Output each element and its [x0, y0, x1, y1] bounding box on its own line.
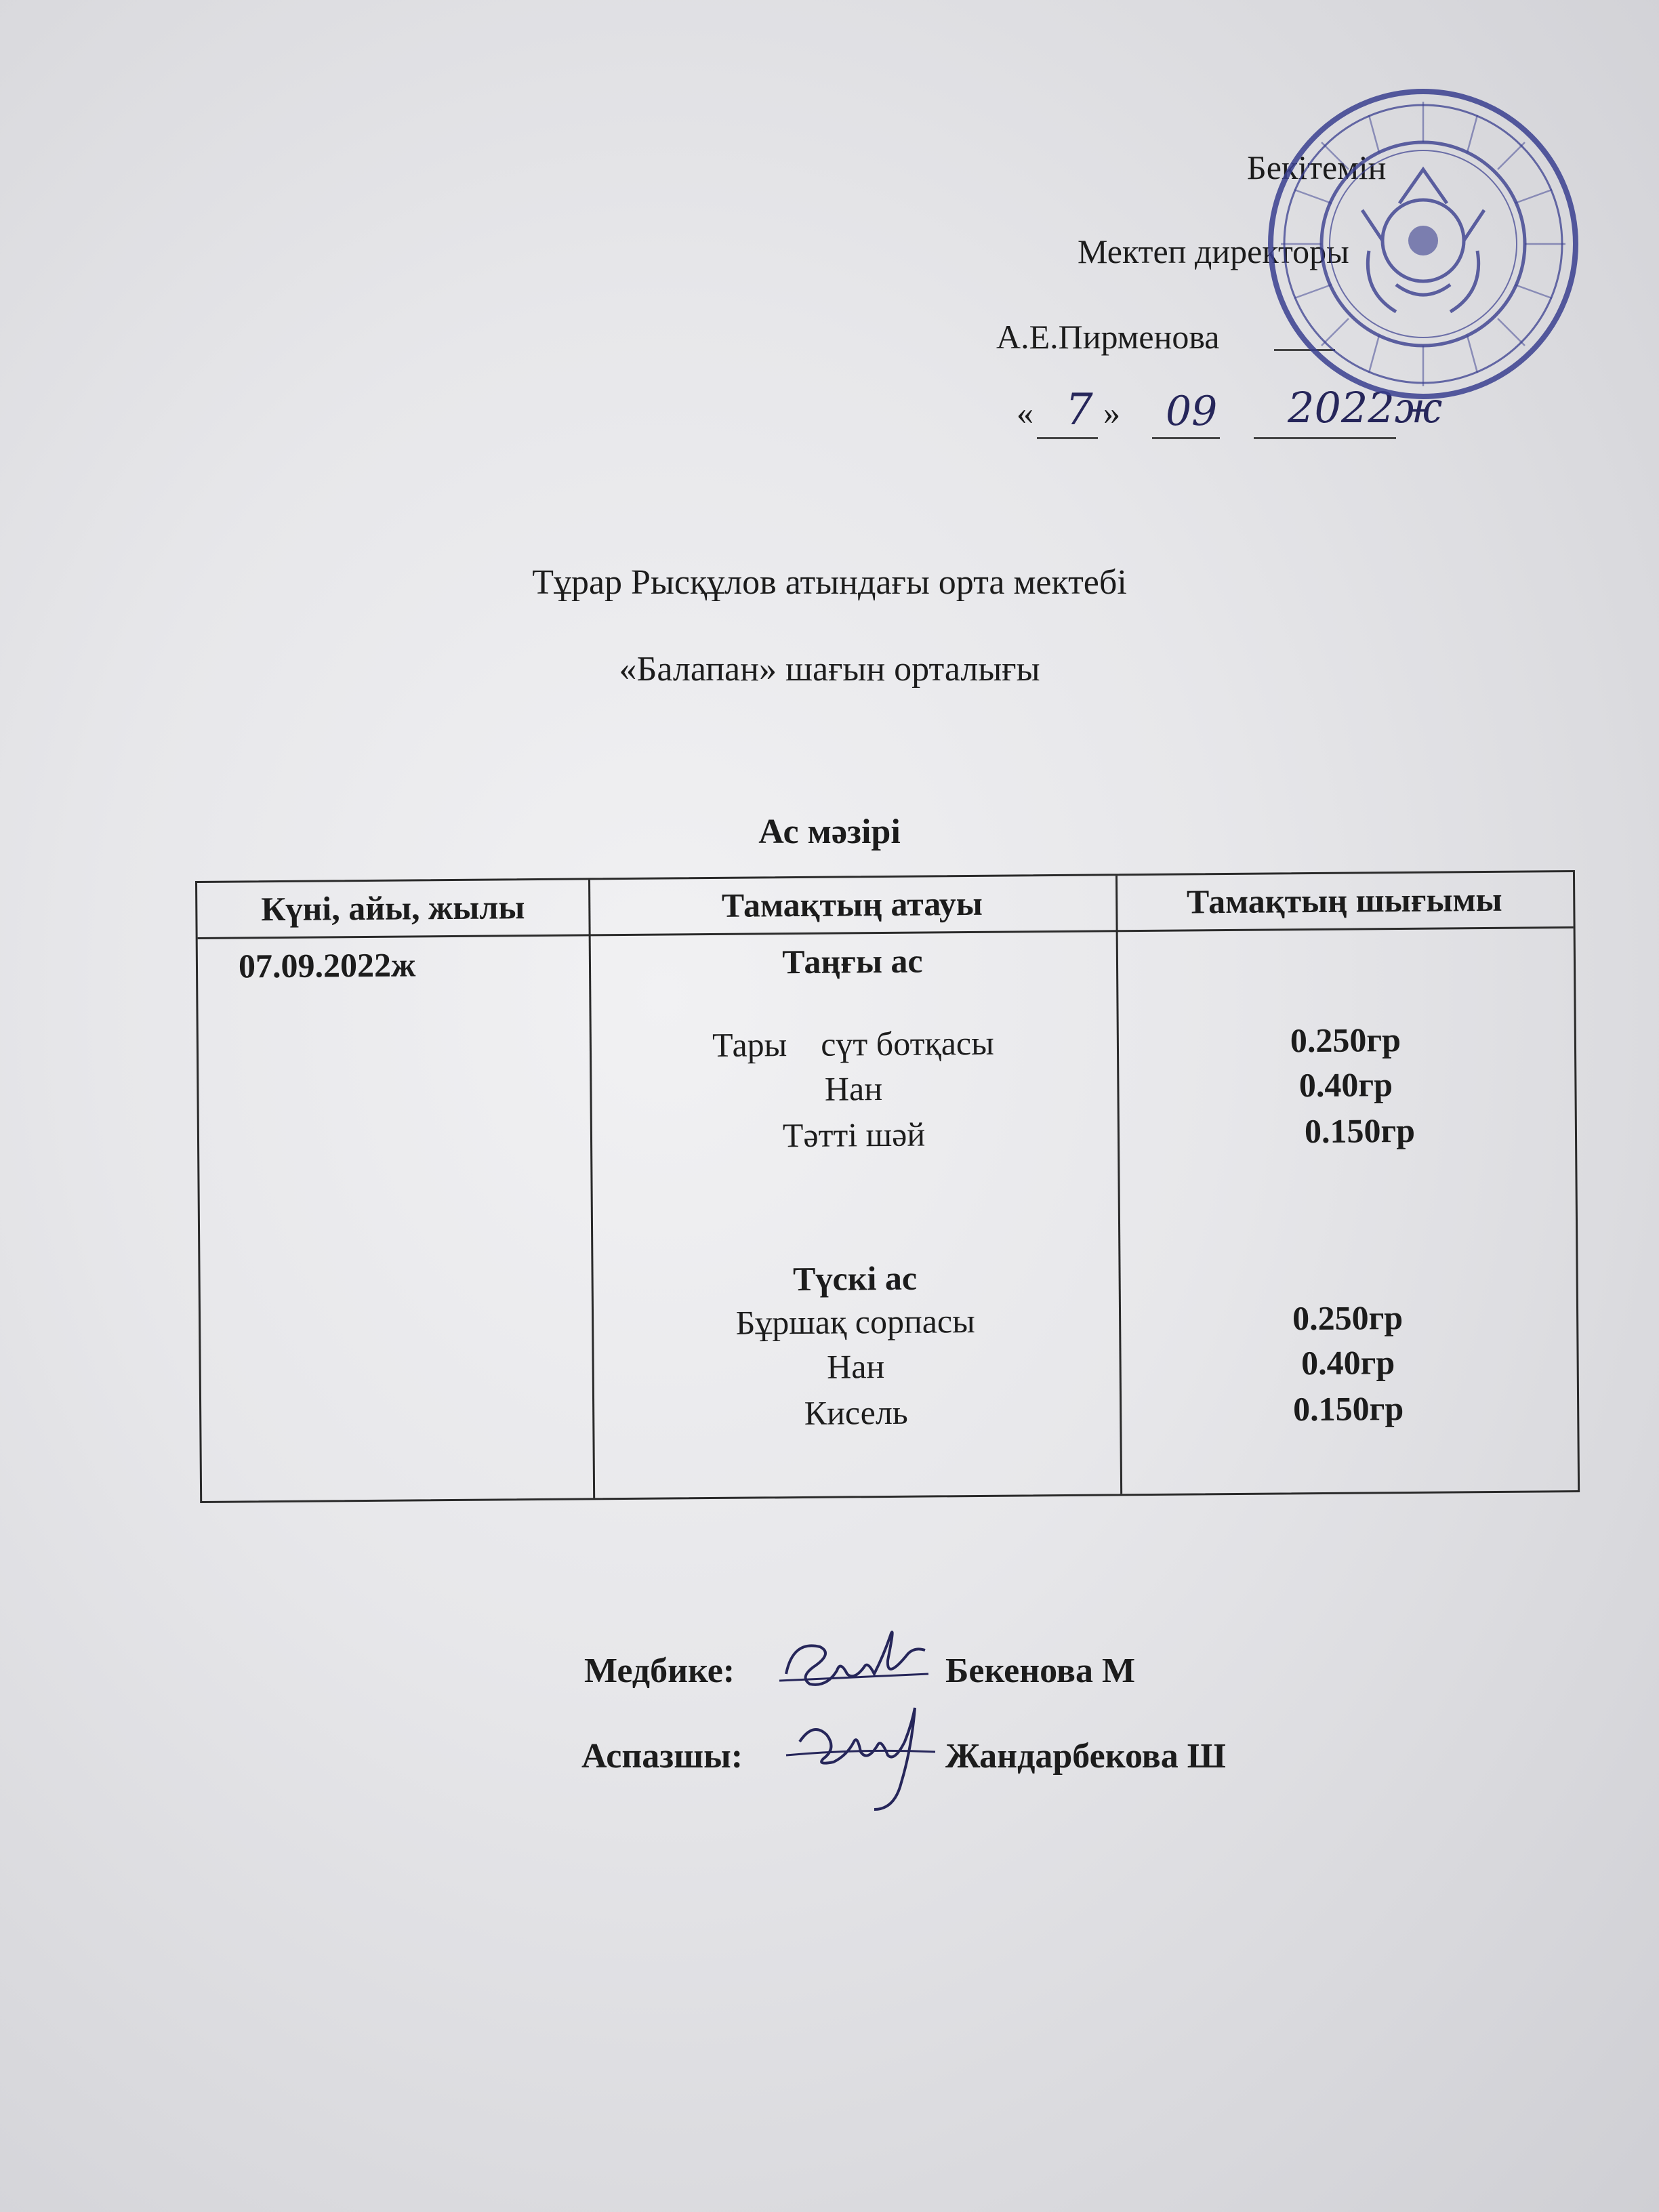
date-close-quote: » — [1103, 394, 1120, 432]
lunch-item-2: Нан — [826, 1347, 885, 1386]
breakfast-amount-1: 0.250гр — [1290, 1021, 1401, 1060]
date-day: 7 — [1065, 385, 1093, 435]
director-name: А.Е.Пирменова — [996, 318, 1220, 356]
breakfast-amount-3: 0.150гр — [1304, 1111, 1416, 1151]
approval-label: Бекітемін — [1247, 148, 1387, 186]
cook-signature-icon — [779, 1701, 942, 1816]
lunch-item-1: Бұршақ сорпасы — [735, 1301, 975, 1342]
date-month-line — [1152, 437, 1220, 439]
column-header-date: Күні, айы, жылы — [261, 888, 525, 928]
date-year: 2022ж — [1288, 383, 1443, 432]
breakfast-amount-2: 0.40гр — [1298, 1065, 1393, 1105]
lunch-amount-2: 0.40гр — [1300, 1343, 1395, 1382]
date-open-quote: « — [1017, 394, 1033, 432]
nurse-name: Бекенова М — [945, 1652, 1136, 1690]
director-position: Мектеп директоры — [1078, 232, 1349, 270]
breakfast-item-1: Тары сүт ботқасы — [712, 1023, 994, 1065]
cook-label: Аспазшы: — [581, 1737, 743, 1776]
header-divider — [198, 926, 1574, 939]
column-header-name: Тамақтың атауы — [721, 884, 983, 924]
date-day-line — [1037, 437, 1098, 439]
cook-name: Жандарбекова Ш — [945, 1737, 1226, 1776]
nurse-label: Медбике: — [584, 1652, 735, 1690]
nurse-signature-icon — [773, 1613, 935, 1715]
lunch-amount-1: 0.250гр — [1292, 1298, 1404, 1338]
date-month: 09 — [1166, 388, 1218, 435]
breakfast-item-3: Тәтті шәй — [782, 1115, 926, 1155]
lunch-title: Түскі ас — [792, 1258, 918, 1298]
menu-title: Ас мәзірі — [758, 813, 901, 851]
lunch-amount-3: 0.150гр — [1292, 1389, 1404, 1429]
menu-date: 07.09.2022ж — [238, 945, 416, 985]
column-header-amount: Тамақтың шығымы — [1186, 880, 1502, 921]
official-seal-icon — [1261, 88, 1586, 413]
breakfast-title: Таңғы ас — [782, 941, 923, 981]
center-name: «Балапан» шағын орталығы — [619, 650, 1040, 689]
school-name: Тұрар Рысқұлов атындағы орта мектебі — [532, 563, 1127, 602]
lunch-item-3: Кисель — [804, 1393, 908, 1432]
menu-table — [195, 870, 1580, 1503]
breakfast-item-2: Нан — [824, 1069, 883, 1108]
date-year-line — [1254, 437, 1396, 439]
